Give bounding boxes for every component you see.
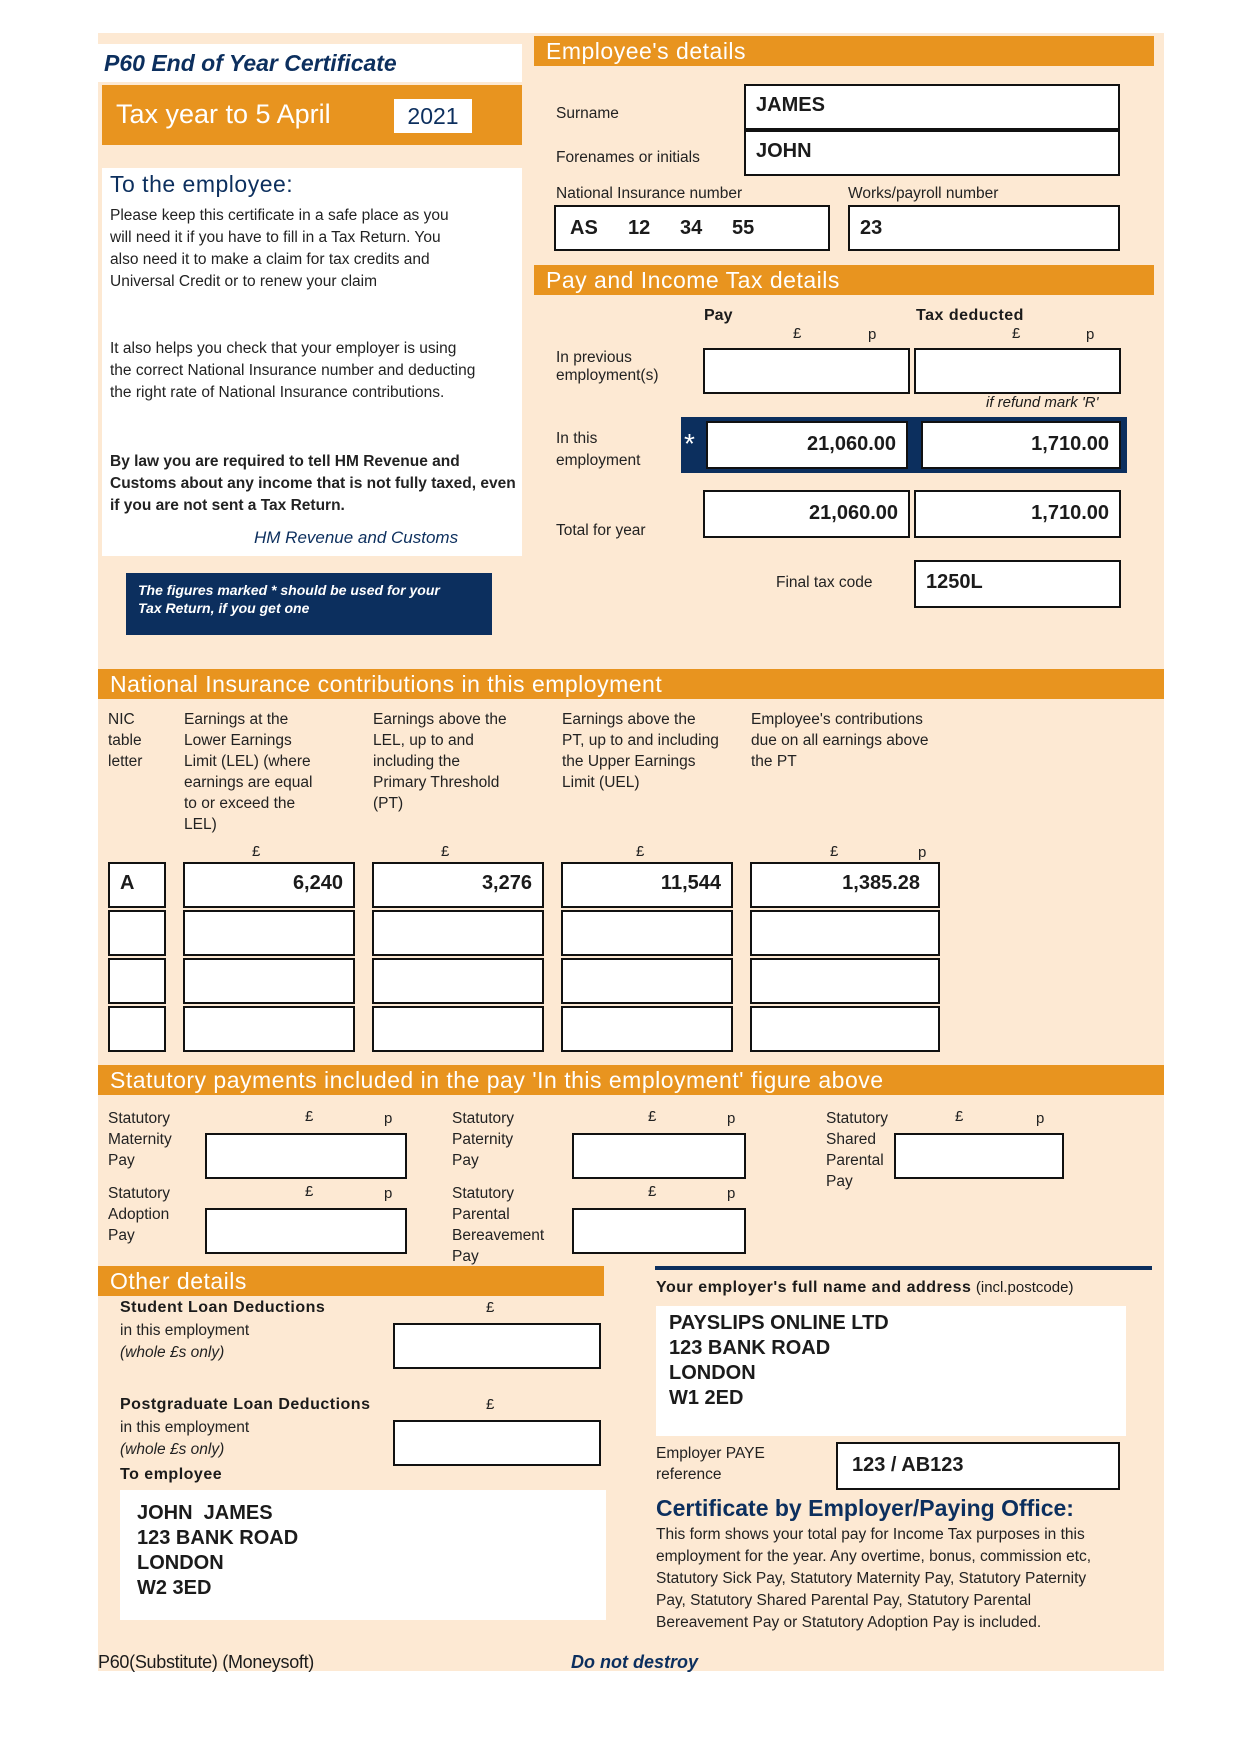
pay-pound-symbol: £ (793, 325, 802, 342)
adoption-pound-symbol: £ (305, 1183, 314, 1200)
previous-tax-field[interactable] (914, 348, 1121, 394)
ni-row3-letter[interactable] (108, 958, 166, 1004)
ni-col-contrib-heading: Employee's contributions due on all earnings above the PT (751, 711, 929, 770)
final-tax-code-label: Final tax code (776, 574, 873, 591)
paye-reference-label: Employer PAYE reference (656, 1445, 765, 1483)
ni-number-label: National Insurance number (556, 185, 743, 202)
lel-pound-symbol: £ (252, 843, 261, 860)
contrib-pound-symbol: £ (830, 843, 839, 860)
ni-row2-contrib[interactable] (750, 910, 940, 956)
previous-employment-label: In previous employment(s) (556, 349, 659, 384)
employee-address-line4: W2 3ED (137, 1577, 212, 1599)
ni-row1-uel[interactable] (561, 862, 733, 908)
employer-heading: Your employer's full name and address (656, 1279, 972, 1296)
this-employment-pay-field[interactable] (706, 421, 908, 469)
ni-part-2: 12 (628, 217, 651, 239)
bereavement-pence-symbol: p (727, 1185, 736, 1202)
ni-number-field[interactable] (554, 205, 830, 251)
adoption-field[interactable] (205, 1208, 407, 1254)
ni-row1-lel[interactable] (183, 862, 355, 908)
ni-row1-pt[interactable] (372, 862, 544, 908)
to-employee-para1: Please keep this certificate in a safe place as you will need it if you have to fill in a Tax Return. You also need it to make a claim for tax credits and Universal Credit or to renew your claim (110, 207, 449, 290)
employer-heading-line (656, 1279, 1073, 1297)
ni-row4-uel[interactable] (561, 1006, 733, 1052)
tax-return-note (126, 573, 492, 635)
employee-address-line1: JOHN JAMES (137, 1502, 273, 1524)
tax-year-label: Tax year to 5 April (116, 99, 331, 129)
refund-note: if refund mark 'R' (986, 394, 1099, 411)
ni-contributions-header: National Insurance contributions in this employment (98, 669, 1164, 699)
previous-pay-field[interactable] (703, 348, 910, 394)
hmrc-signoff: HM Revenue and Customs (254, 528, 459, 547)
ni-part-3: 34 (680, 217, 703, 239)
maternity-pence-symbol: p (384, 1110, 393, 1127)
pay-tax-header: Pay and Income Tax details (534, 265, 1154, 295)
ni-row1-contrib[interactable] (750, 862, 940, 908)
tax-pound-symbol: £ (1012, 325, 1021, 342)
ni-row1-contrib-value: 1,385.28 (842, 872, 920, 894)
shared-pound-symbol: £ (955, 1108, 964, 1125)
employer-address-line2: 123 BANK ROAD (669, 1337, 831, 1359)
ni-part-1: AS (570, 217, 598, 239)
forenames-label: Forenames or initials (556, 149, 700, 166)
contrib-pence-symbol: p (918, 844, 927, 861)
this-employment-tax-field[interactable] (921, 421, 1121, 469)
student-loan-note: (whole £s only) (120, 1344, 225, 1361)
ni-col-uel-heading: Earnings above the PT, up to and including the Upper Earnings Limit (UEL) (562, 711, 719, 791)
footer-do-not-destroy: Do not destroy (571, 1652, 699, 1672)
payroll-number-field[interactable] (848, 205, 1120, 251)
total-tax: 1,710.00 (1031, 502, 1109, 524)
student-loan-sub: in this employment (120, 1322, 250, 1339)
student-loan-field[interactable] (393, 1323, 601, 1369)
bereavement-field[interactable] (572, 1208, 746, 1254)
employee-details-header: Employee's details (534, 36, 1154, 66)
adoption-label: Statutory Adoption Pay (108, 1185, 171, 1244)
ni-row4-contrib[interactable] (750, 1006, 940, 1052)
pay-pence-symbol: p (868, 326, 877, 343)
employee-address-box (120, 1490, 606, 1620)
to-employee-label: To employee (120, 1466, 223, 1483)
paternity-pence-symbol: p (727, 1110, 736, 1127)
payroll-number-label: Works/payroll number (848, 185, 999, 202)
to-employee-panel (102, 168, 522, 556)
ni-part-4: 55 (732, 217, 755, 239)
shared-parental-field[interactable] (894, 1133, 1064, 1179)
bereavement-label: Statutory Parental Bereavement Pay (452, 1185, 545, 1265)
employer-heading-note: (incl.postcode) (975, 1279, 1074, 1296)
to-employee-para3: By law you are required to tell HM Revenue and Customs about any income that is not fully taxed, even if you are not sent a Tax Return. (110, 453, 516, 514)
ni-col-pt-heading: Earnings above the LEL, up to and including the Primary Threshold (PT) (373, 711, 507, 812)
ni-col-letter-heading: NIC table letter (108, 711, 143, 770)
maternity-pound-symbol: £ (305, 1108, 314, 1125)
paye-reference-field[interactable] (836, 1442, 1120, 1490)
postgraduate-loan-title: Postgraduate Loan Deductions (120, 1396, 371, 1413)
ni-row4-lel[interactable] (183, 1006, 355, 1052)
maternity-field[interactable] (205, 1133, 407, 1179)
tax-year-banner (102, 85, 522, 145)
postgraduate-loan-sub: in this employment (120, 1419, 250, 1436)
ni-row1-uel-value: 11,544 (660, 872, 721, 894)
shared-pence-symbol: p (1036, 1110, 1045, 1127)
certificate-text: This form shows your total pay for Income Tax purposes in this employment for the year. Any overtime, bonus, commission etc, Statutory Sick Pay, Statutory Maternity Pay, Statutory Paternity Pay, Statutory Shared Parental Pay, Statutory Parental Bereavement Pay or Statutory Adoption Pay is included. (656, 1526, 1092, 1631)
tax-year-value: 2021 (394, 99, 472, 133)
paye-reference: 123 / AB123 (852, 1454, 964, 1476)
other-details-header: Other details (98, 1266, 604, 1296)
this-employment-pay: 21,060.00 (807, 433, 896, 455)
certificate-title: P60 End of Year Certificate (104, 50, 397, 76)
employer-divider (655, 1266, 1152, 1270)
paternity-field[interactable] (572, 1133, 746, 1179)
ni-row1-letter[interactable] (108, 862, 166, 908)
total-for-year-label: Total for year (556, 522, 646, 539)
uel-pound-symbol: £ (636, 843, 645, 860)
surname-value: JAMES (756, 94, 825, 116)
this-employment-tax: 1,710.00 (1031, 433, 1109, 455)
tax-return-note-text: The figures marked * should be used for your Tax Return, if you get one (138, 582, 440, 616)
final-tax-code: 1250L (926, 571, 983, 593)
final-tax-code-field[interactable] (914, 560, 1121, 608)
employer-address-box (656, 1306, 1126, 1436)
ni-row1-lel-value: 6,240 (292, 872, 343, 894)
total-tax-field[interactable] (914, 490, 1121, 538)
total-pay-field[interactable] (703, 490, 910, 538)
footer-form-id: P60(Substitute) (Moneysoft) (98, 1652, 314, 1672)
postgraduate-loan-note: (whole £s only) (120, 1441, 225, 1458)
total-pay: 21,060.00 (809, 502, 898, 524)
employee-address-line3: LONDON (137, 1552, 224, 1574)
certificate-title-box (98, 44, 522, 82)
ni-row3-pt[interactable] (372, 958, 544, 1004)
ni-row2-uel[interactable] (561, 910, 733, 956)
employee-address-line2: 123 BANK ROAD (137, 1527, 299, 1549)
postgraduate-loan-pound-symbol: £ (486, 1396, 495, 1413)
employer-address-line1: PAYSLIPS ONLINE LTD (669, 1312, 889, 1334)
this-employment-star: * (684, 428, 695, 459)
forenames-field[interactable] (744, 130, 1120, 176)
pt-pound-symbol: £ (441, 843, 450, 860)
ni-col-lel-heading: Earnings at the Lower Earnings Limit (LEL) (where earnings are equal to or exceed the LEL) (184, 711, 313, 833)
paternity-label: Statutory Paternity Pay (452, 1110, 515, 1169)
surname-label: Surname (556, 105, 619, 122)
maternity-label: Statutory Maternity Pay (108, 1110, 172, 1169)
certificate-heading: Certificate by Employer/Paying Office: (656, 1495, 1074, 1521)
student-loan-title: Student Loan Deductions (120, 1299, 326, 1316)
ni-row4-pt[interactable] (372, 1006, 544, 1052)
this-employment-label: In this employment (556, 430, 641, 469)
ni-row2-lel[interactable] (183, 910, 355, 956)
payroll-number-value: 23 (860, 217, 883, 239)
ni-row1-letter-value: A (120, 872, 135, 894)
tax-column-heading: Tax deducted (916, 307, 1024, 324)
statutory-payments-header: Statutory payments included in the pay 'In this employment' figure above (98, 1065, 1164, 1095)
pay-column-heading: Pay (704, 307, 733, 324)
ni-row3-contrib[interactable] (750, 958, 940, 1004)
postgraduate-loan-field[interactable] (393, 1420, 601, 1466)
ni-row1-pt-value: 3,276 (481, 872, 532, 894)
ni-row3-lel[interactable] (183, 958, 355, 1004)
paternity-pound-symbol: £ (648, 1108, 657, 1125)
to-employee-heading: To the employee: (110, 171, 294, 197)
employer-address-line4: W1 2ED (669, 1387, 744, 1409)
adoption-pence-symbol: p (384, 1185, 393, 1202)
ni-row2-letter[interactable] (108, 910, 166, 956)
surname-field[interactable] (744, 84, 1120, 130)
ni-row2-pt[interactable] (372, 910, 544, 956)
to-employee-para2: It also helps you check that your employer is using the correct National Insurance number and deducting the right rate of National Insurance contributions. (110, 340, 476, 401)
shared-parental-label: Statutory Shared Parental Pay (826, 1110, 889, 1190)
ni-row4-letter[interactable] (108, 1006, 166, 1052)
bereavement-pound-symbol: £ (648, 1183, 657, 1200)
ni-row3-uel[interactable] (561, 958, 733, 1004)
employer-address-line3: LONDON (669, 1362, 756, 1384)
student-loan-pound-symbol: £ (486, 1299, 495, 1316)
tax-pence-symbol: p (1086, 326, 1095, 343)
forenames-value: JOHN (756, 140, 812, 162)
